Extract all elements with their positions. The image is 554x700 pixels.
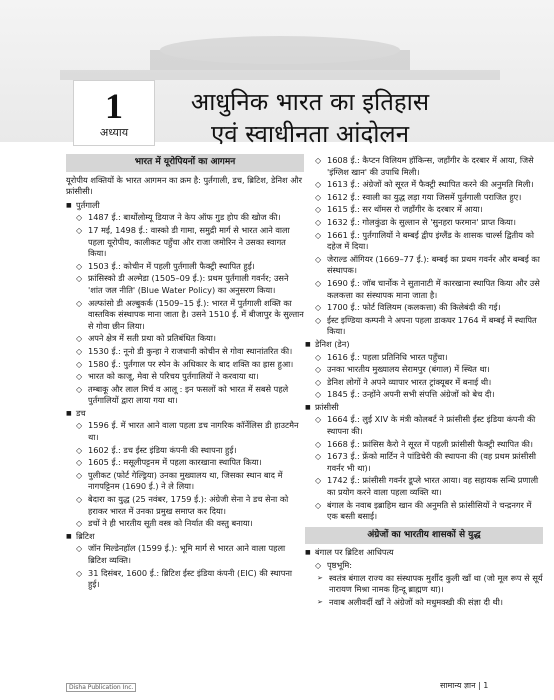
chapter-number-box bbox=[73, 80, 155, 146]
background-list bbox=[305, 573, 543, 609]
list-item: ◇ ईस्ट इण्डिया कम्पनी ने अपना पहला डाकघर 1764 में बम्बई में स्थापित किया। bbox=[305, 315, 543, 338]
list-item: ◇ 31 दिसंबर, 1600 ई.: ब्रिटिश ईस्ट इंडिया कंपनी (EIC) की स्थापना हुई। bbox=[66, 568, 304, 591]
list-item: ◇ फ्रांसिस्को डी अल्मेडा (1505–09 ई.): प्रथम पुर्तगाली गवर्नर; उसने 'शांत जल नीति' (Blue Water Policy) का अनुसरण किया। bbox=[66, 273, 304, 296]
chapter-title-line2: एवं स्वाधीनता आंदोलन bbox=[210, 120, 410, 148]
list-item: ◇ पुलीकट (फोर्ट गेल्ड्रिया) उनका मुख्यालय था, जिसका स्थान बाद में नागपट्टिनम (1690 ई.) ने ले लिया। bbox=[66, 470, 304, 493]
list-item: ◇ 1615 ई.: सर थॉमस रो जहाँगीर के दरबार में आया। bbox=[305, 204, 543, 216]
subhead-danish: ■ डेनिश (डेन) bbox=[305, 339, 543, 351]
list-item: ◇ जेराल्ड ऑगियर (1669–77 ई.): बम्बई का प्रथम गवर्नर और बम्बई का संस्थापक। bbox=[305, 254, 543, 277]
list-item: ◇ 1613 ई.: अंग्रेजों को सूरत में फैक्ट्री स्थापित करने की अनुमति मिली। bbox=[305, 179, 543, 191]
list-item: ◇ 1612 ई.: स्वाली का युद्ध लड़ा गया जिसमें पुर्तगाली पराजित हुए। bbox=[305, 192, 543, 204]
chapter-number: 1 bbox=[105, 86, 123, 126]
list-item: ◇ 1690 ई.: जॉब चार्नोक ने सुतानाटी में कारखाना स्थापित किया और उसे कलकत्ता का संस्थापक माना जाता है। bbox=[305, 278, 543, 301]
subhead-british: ■ ब्रिटिश bbox=[66, 531, 304, 543]
list-item: ◇ 1673 ई.: फ्रेंको मार्टिन ने पांडिचेरी की स्थापना की (वह प्रथम फ्रांसीसी गवर्नर भी था)। bbox=[305, 451, 543, 474]
list-item: ➢ स्वतंत्र बंगाल राज्य का संस्थापक मुर्शीद कुली खाँ था (जो मूल रूप से सूर्य नारायण मिश्रा नामक हिन्दू ब्राह्मण था)। bbox=[305, 573, 543, 596]
list-item: ◇ 1530 ई.: नूनो डी कुन्हा ने राजधानी कोचीन से गोवा स्थानांतरित की। bbox=[66, 346, 304, 358]
page-footer: सामान्य ज्ञान | 1 bbox=[440, 681, 489, 690]
chapter-title bbox=[160, 86, 460, 150]
dutch-list bbox=[66, 420, 304, 529]
section-heading-wars: अंग्रेजों का भारतीय शासकों से युद्ध bbox=[305, 527, 543, 545]
list-item: ◇ 1605 ई.: मसूलीपट्टनम में पहला कारखाना स्थापित किया। bbox=[66, 457, 304, 469]
subhead-dutch: ■ डच bbox=[66, 408, 304, 420]
subhead-portuguese: ■ पुर्तगाली bbox=[66, 200, 304, 212]
list-item: ◇ अपने क्षेत्र में सती प्रथा को प्रतिबंधित किया। bbox=[66, 333, 304, 345]
list-item: ◇ अल्फांसो डी अल्बुकर्क (1509–15 ई.): भारत में पुर्तगाली शक्ति का वास्तविक संस्थापक माना जाता है। उसने 1510 ई. में बीजापुर के सुल्तान से गोवा छीन लिया। bbox=[66, 298, 304, 333]
list-item: ◇ तम्बाकू और लाल मिर्च व आलू : इन फसलों को भारत में सबसे पहले पुर्तगालियों द्वारा लाया गया था। bbox=[66, 384, 304, 407]
list-item: ◇ 1487 ई.: बार्थोलोम्यू डियाज ने केप ऑफ गुड होप की खोज की। bbox=[66, 212, 304, 224]
list-item: ◇ बंगाल के नवाब इब्राहिम खान की अनुमति से फ्रांसीसियों ने चन्द्रनगर में एक बस्ती बसाई। bbox=[305, 500, 543, 523]
publisher-logo: Disha Publication Inc. bbox=[66, 683, 136, 692]
portuguese-list bbox=[66, 212, 304, 407]
list-item: ◇ बेदारा का युद्ध (25 नवंबर, 1759 ई.): अंग्रेजी सेना ने डच सेना को हराकर भारत में उनका प्रमुख समाप्त कर दिया। bbox=[66, 494, 304, 517]
chapter-title-line1: आधुनिक भारत का इतिहास bbox=[190, 88, 430, 116]
list-item: ◇ 1668 ई.: फ्रांसिस कैरो ने सूरत में पहली फ्रांसीसी फैक्ट्री स्थापित की। bbox=[305, 439, 543, 451]
subhead-french: ■ फ्रांसीसी bbox=[305, 402, 543, 414]
list-item: ◇ डेनिश लोगों ने अपने व्यापार भारत ट्रांक्यूबर में बनाई थी। bbox=[305, 377, 543, 389]
left-column bbox=[66, 154, 304, 591]
list-item: ◇ उनका भारतीय मुख्यालय सेरामपुर (बंगाल) में स्थित था। bbox=[305, 364, 543, 376]
british-list bbox=[66, 543, 304, 590]
list-item: ➢ नवाब अलीवर्दी खाँ ने अंग्रेजों को मधुमक्खी की संज्ञा दी थी। bbox=[305, 597, 543, 609]
list-item: ◇ 1608 ई.: कैप्टन विलियम हॉकिन्स, जहाँगीर के दरबार में आया, जिसे 'इंग्लिश खान' की उपाधि मिली। bbox=[305, 155, 543, 178]
british-continued-list bbox=[305, 155, 543, 338]
list-item: ◇ जॉन मिल्डेनहॉल (1599 ई.): भूमि मार्ग से भारत आने वाला पहला ब्रिटिश व्यक्ति। bbox=[66, 543, 304, 566]
list-item: ◇ 1661 ई.: पुर्तगालियों ने बम्बई द्वीप इंग्लैंड के शासक चार्ल्स द्वितीय को दहेज में दिया। bbox=[305, 230, 543, 253]
section-heading-europeans: भारत में यूरोपियनों का आगमन bbox=[66, 154, 304, 172]
list-item: ◇ 1632 ई.: गोलकुंडा के सुल्तान से 'सुनहरा फरमान' प्राप्त किया। bbox=[305, 217, 543, 229]
list-item: ◇ 1503 ई.: कोचीन में पहली पुर्तगाली फैक्ट्री स्थापित हुई। bbox=[66, 261, 304, 273]
list-item: ◇ भारत को काजू, मेवा से परिचय पुर्तगालियों ने करवाया था। bbox=[66, 371, 304, 383]
list-item: ◇ 1845 ई.: उन्होंने अपनी सभी संपत्ति अंग्रेजों को बेच दी। bbox=[305, 389, 543, 401]
list-item: ◇ 17 मई, 1498 ई.: वास्को डी गामा, समुद्री मार्ग से भारत आने वाला पहला यूरोपीय, कालीकट पहुँचा और राजा जमोरिन ने उसका स्वागत किया। bbox=[66, 225, 304, 260]
list-item: ◇ 1596 ई. में भारत आने वाला पहला डच नागरिक कॉर्नेलिस डी हाउटमैन था। bbox=[66, 420, 304, 443]
intro-paragraph: यूरोपीय शक्तियों के भारत आगमन का क्रम है: पुर्तगाली, डच, ब्रिटिश, डेनिश और फ्रांसीसी। bbox=[66, 174, 302, 197]
chapter-word: अध्याय bbox=[99, 126, 129, 139]
french-list bbox=[305, 414, 543, 522]
list-item: ◇ 1742 ई.: फ्रांसीसी गवर्नर डूप्ले भारत आया। वह सहायक सन्धि प्रणाली का प्रयोग करने वाला पहला व्यक्ति था। bbox=[305, 475, 543, 498]
list-item: ◇ डचों ने ही भारतीय सूती वस्त्र को निर्यात की वस्तु बनाया। bbox=[66, 518, 304, 530]
danish-list bbox=[305, 352, 543, 401]
list-item: ◇ 1580 ई.: पुर्तगाल पर स्पेन के अधिकार के बाद शक्ति का ह्रास हुआ। bbox=[66, 359, 304, 371]
subhead-bengal: ■ बंगाल पर ब्रिटिश आधिपत्य bbox=[305, 547, 543, 559]
list-item: ◇ 1664 ई.: लुई XIV के मंत्री कोलबर्ट ने फ्रांसीसी ईस्ट इंडिया कंपनी की स्थापना की। bbox=[305, 414, 543, 437]
list-item: ◇ 1602 ई.: डच ईस्ट इंडिया कंपनी की स्थापना हुई। bbox=[66, 445, 304, 457]
list-item: ◇ 1700 ई.: फोर्ट विलियम (कलकत्ता) की किलेबंदी की गई। bbox=[305, 302, 543, 314]
subhead-background: ◇ पृष्ठभूमि: bbox=[305, 560, 543, 572]
list-item: ◇ 1616 ई.: पहला प्रतिनिधि भारत पहुँचा। bbox=[305, 352, 543, 364]
right-column bbox=[305, 154, 543, 608]
